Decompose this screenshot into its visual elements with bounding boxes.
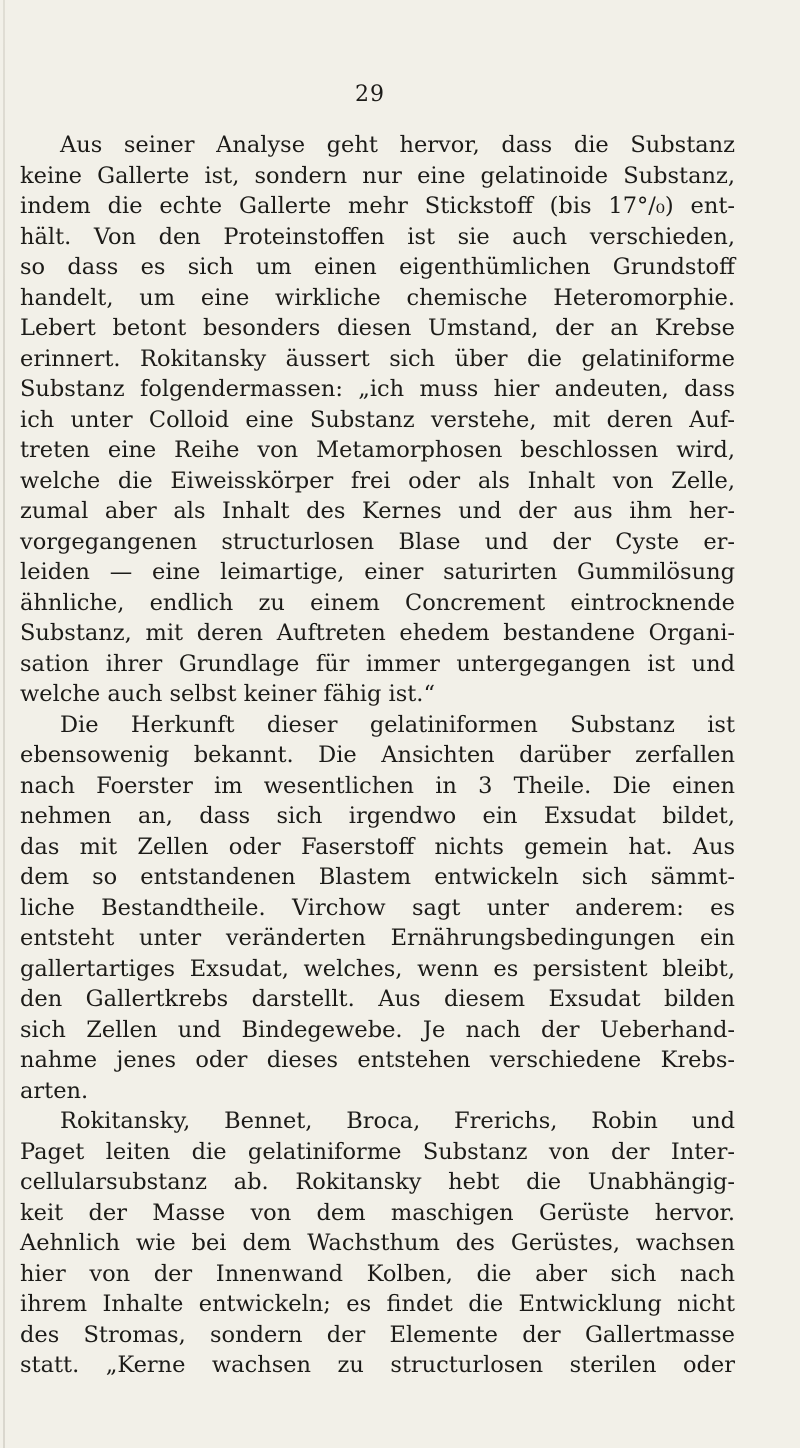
text-line: gallertartiges Exsudat, welches, wenn es persistent bleibt, <box>20 955 735 982</box>
text-line: dem so entstandenen Blastem entwickeln sich sämmt- <box>20 864 735 890</box>
text-line: cellularsubstanz ab. Rokitansky hebt die Unabhängig- <box>20 1169 735 1195</box>
text-line: ebensowenig bekannt. Die Ansichten darüber zerfallen <box>20 742 735 768</box>
text-line: Aus seiner Analyse geht hervor, dass die Substanz <box>60 132 735 158</box>
text-line: nehmen an, dass sich irgendwo ein Exsudat bildet, <box>20 803 735 829</box>
text-line: ihrem Inhalte entwickeln; es findet die Entwicklung nicht <box>20 1291 735 1317</box>
text-line: hält. Von den Proteinstoffen ist sie auch verschieden, <box>20 223 735 250</box>
text-line: statt. „Kerne wachsen zu structurlosen sterilen oder <box>20 1352 735 1378</box>
page-margin-shadow <box>3 0 5 1448</box>
text-line: nach Foerster im wesentlichen in 3 Theile. Die einen <box>20 772 735 799</box>
text-line: hier von der Innenwand Kolben, die aber sich nach <box>20 1260 735 1287</box>
text-line: des Stromas, sondern der Elemente der Gallertmasse <box>20 1321 735 1348</box>
text-line: zumal aber als Inhalt des Kernes und der aus ihm her- <box>20 498 735 524</box>
text-line: indem die echte Gallerte mehr Stickstoff (bis 17°/₀) ent- <box>20 193 735 219</box>
text-line: keit der Masse von dem maschigen Gerüste hervor. <box>20 1199 735 1226</box>
text-line: Die Herkunft dieser gelatiniformen Substanz ist <box>60 711 735 738</box>
text-line: sich Zellen und Bindegewebe. Je nach der Ueberhand- <box>20 1016 735 1043</box>
text-line: arten. <box>20 1077 89 1104</box>
page-number: 29 <box>355 82 385 107</box>
text-line: nahme jenes oder dieses entstehen verschiedene Krebs- <box>20 1047 735 1073</box>
text-line: Paget leiten die gelatiniforme Substanz von der Inter- <box>20 1138 735 1165</box>
body-text <box>20 130 735 1381</box>
text-line: Substanz folgendermassen: „ich muss hier andeuten, dass <box>20 376 735 402</box>
text-line: leiden — eine leimartige, einer saturirten Gummilösung <box>20 559 735 585</box>
text-line: treten eine Reihe von Metamorphosen beschlossen wird, <box>20 437 735 463</box>
text-line: Aehnlich wie bei dem Wachsthum des Gerüstes, wachsen <box>20 1230 735 1256</box>
text-line: den Gallertkrebs darstellt. Aus diesem Exsudat bilden <box>20 986 735 1012</box>
text-line: liche Bestandtheile. Virchow sagt unter anderem: es <box>20 894 735 921</box>
text-line: Rokitansky, Bennet, Broca, Frerichs, Robin und <box>60 1108 735 1134</box>
text-line: sation ihrer Grundlage für immer untergegangen ist und <box>20 650 735 677</box>
text-line: so dass es sich um einen eigenthümlichen Grundstoff <box>20 254 735 280</box>
text-line: handelt, um eine wirkliche chemische Heteromorphie. <box>20 284 735 311</box>
text-line: erinnert. Rokitansky äussert sich über die gelatiniforme <box>20 345 735 372</box>
text-line: ähnliche, endlich zu einem Concrement eintrocknende <box>20 589 735 616</box>
text-line: vorgegangenen structurlosen Blase und der Cyste er- <box>20 528 735 555</box>
text-line: entsteht unter veränderten Ernährungsbedingungen ein <box>20 925 735 951</box>
text-line: keine Gallerte ist, sondern nur eine gelatinoide Substanz, <box>20 162 735 189</box>
text-line: welche auch selbst keiner fähig ist.“ <box>20 681 435 707</box>
text-line: ich unter Colloid eine Substanz verstehe, mit deren Auf- <box>20 406 735 433</box>
text-line: Lebert betont besonders diesen Umstand, der an Krebse <box>20 315 735 341</box>
text-line: das mit Zellen oder Faserstoff nichts gemein hat. Aus <box>20 833 735 860</box>
text-line: Substanz, mit deren Auftreten ehedem bestandene Organi- <box>20 620 735 646</box>
text-line: welche die Eiweisskörper frei oder als Inhalt von Zelle, <box>20 467 735 494</box>
